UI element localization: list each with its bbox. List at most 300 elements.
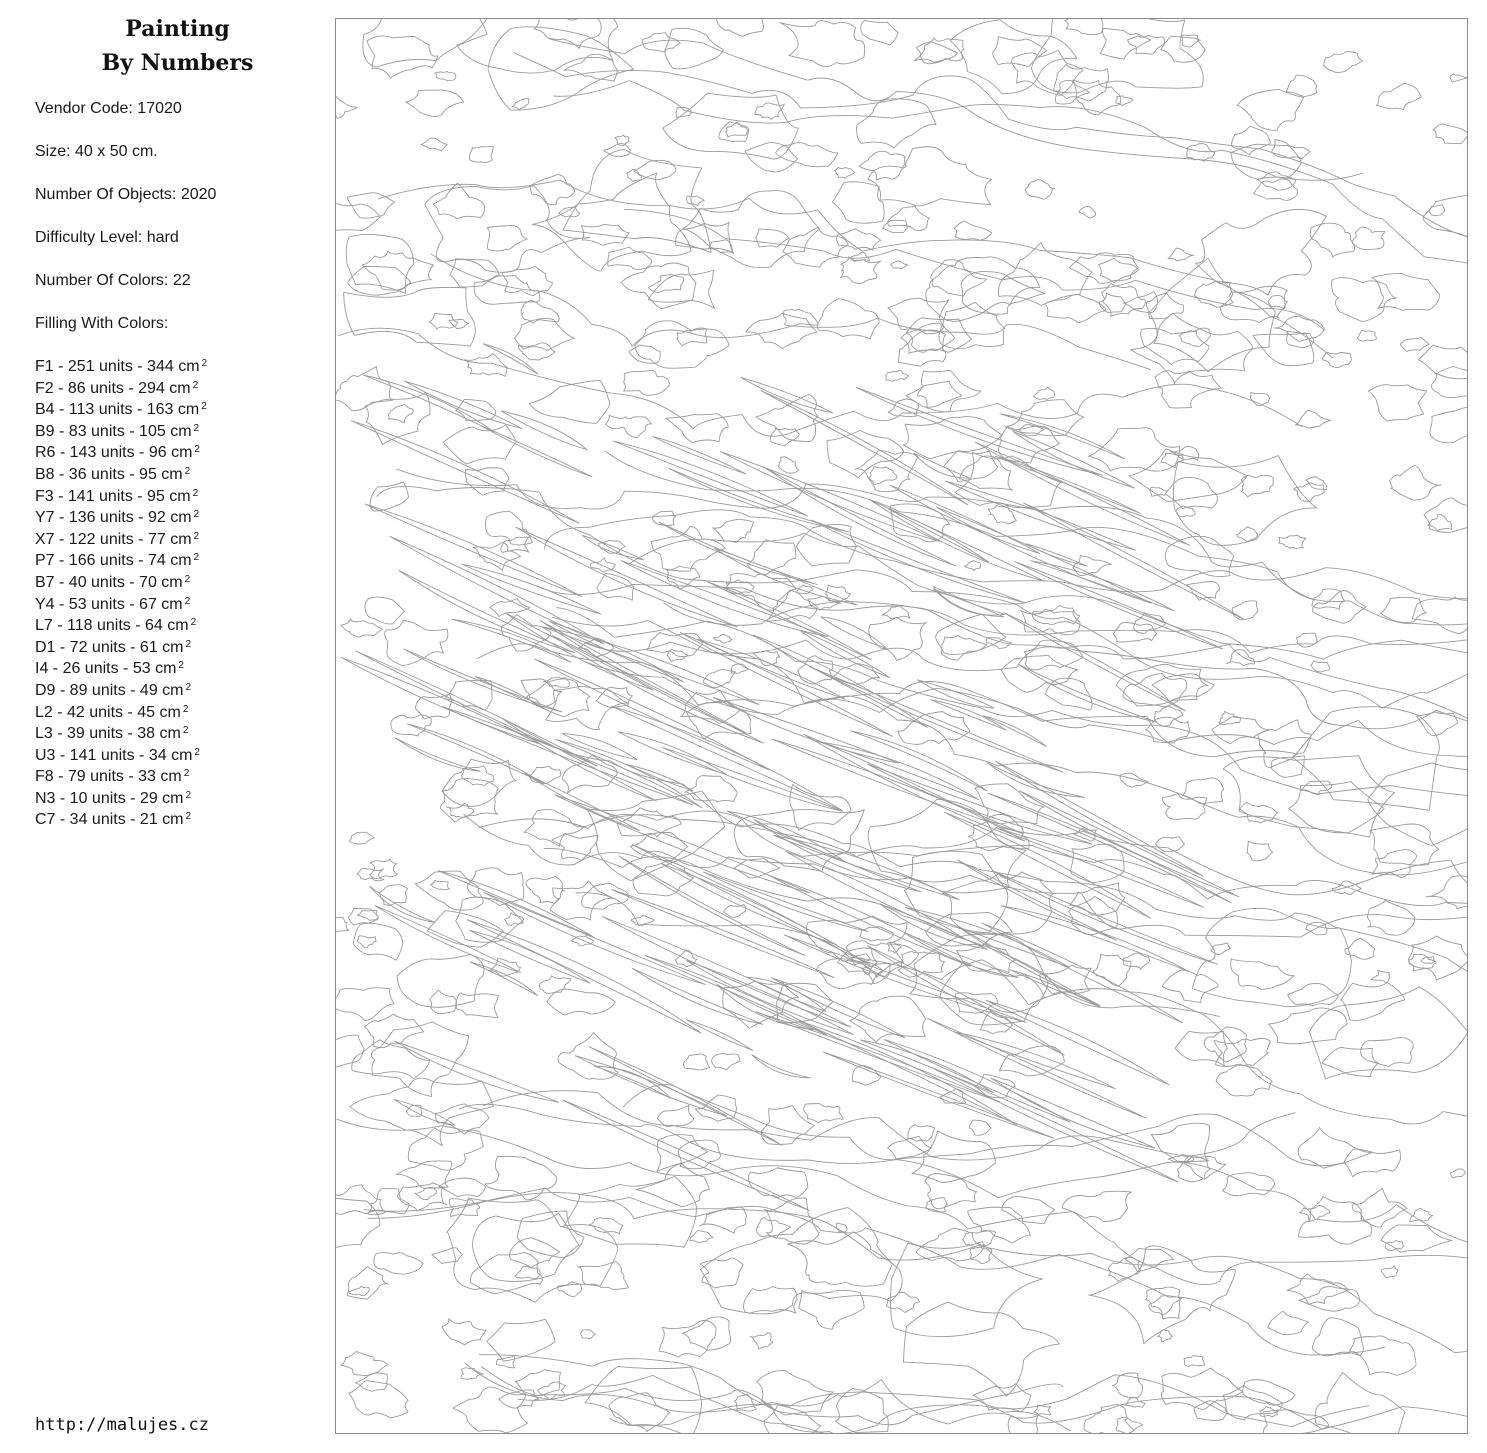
region-outline (1279, 535, 1306, 549)
region-outline (425, 186, 591, 273)
color-row-unit-exponent: 2 (183, 768, 190, 780)
region-outline (1429, 205, 1445, 216)
region-outline (796, 524, 856, 565)
region-outline (1332, 278, 1397, 322)
color-row (35, 464, 207, 486)
wave-stroke (811, 520, 1025, 603)
vendor-code: Vendor Code: 17020 (35, 100, 182, 117)
contour-line (514, 53, 1467, 237)
wave-stroke (405, 381, 522, 428)
region-outline (634, 160, 676, 179)
region-outline (1269, 1008, 1348, 1044)
region-outline (529, 380, 610, 423)
region-outline (1243, 1380, 1295, 1406)
region-outline (582, 883, 629, 909)
region-outline (1220, 286, 1287, 322)
region-outline (1214, 1039, 1270, 1067)
region-outline (1428, 514, 1452, 530)
color-row (35, 615, 207, 637)
color-list (35, 356, 207, 831)
region-outline (682, 1317, 730, 1350)
region-outline (465, 468, 509, 495)
color-row-unit-exponent: 2 (185, 638, 192, 650)
region-outline (1341, 982, 1405, 1020)
wave-stroke (481, 426, 592, 477)
region-outline (1450, 74, 1467, 82)
region-outline (973, 1384, 1030, 1413)
color-row (35, 658, 207, 680)
color-row (35, 702, 207, 724)
wave-stroke (563, 1100, 809, 1210)
contour-line (606, 451, 1467, 625)
region-outline (581, 1330, 596, 1339)
region-outline (1146, 293, 1183, 318)
region-outline (882, 606, 910, 619)
region-outline (341, 1352, 387, 1376)
color-row-text: L2 - 42 units - 45 cm (35, 703, 181, 721)
region-outline (936, 614, 1006, 654)
region-outline (435, 72, 456, 81)
region-outline (606, 415, 652, 437)
region-outline (1372, 273, 1440, 310)
region-outline (756, 1218, 790, 1239)
region-outline (352, 1040, 430, 1079)
region-outline (1154, 706, 1183, 726)
region-outline (888, 206, 930, 230)
wave-stroke (470, 930, 590, 983)
region-outline (836, 1388, 889, 1432)
color-row-text: B7 - 40 units - 70 cm (35, 573, 183, 591)
region-outline (778, 457, 799, 473)
region-outline (1045, 294, 1106, 323)
color-row-text: Y7 - 136 units - 92 cm (35, 509, 192, 527)
region-outline (883, 220, 907, 232)
region-outline (1175, 1031, 1227, 1066)
wave-stroke (786, 852, 964, 939)
region-outline (599, 540, 625, 553)
region-outline (1116, 96, 1133, 106)
color-row-text: I4 - 26 units - 53 cm (35, 660, 177, 678)
region-outline (1311, 661, 1330, 672)
color-row (35, 680, 207, 702)
region-outline (1432, 367, 1467, 398)
region-outline (364, 1014, 423, 1048)
region-outline (969, 1120, 991, 1135)
wave-stroke (516, 527, 737, 627)
region-outline (1184, 1356, 1204, 1367)
wave-stroke (1024, 503, 1244, 619)
wave-stroke (1004, 613, 1185, 711)
region-outline (898, 712, 970, 745)
region-outline (530, 175, 575, 205)
wave-stroke (917, 680, 993, 708)
region-outline (485, 512, 532, 545)
region-outline (708, 240, 732, 252)
region-outline (530, 766, 560, 783)
region-outline (357, 911, 378, 921)
region-outline (903, 1302, 1059, 1396)
region-outline (509, 1238, 559, 1268)
region-outline (750, 1333, 773, 1349)
wave-stroke (1013, 431, 1134, 488)
region-outline (685, 776, 737, 802)
region-outline (724, 573, 795, 610)
region-outline (649, 274, 684, 292)
region-outline (1287, 1274, 1348, 1305)
region-outline (968, 1207, 1031, 1243)
wave-stroke (669, 468, 849, 531)
contour-line (518, 1375, 1121, 1433)
wave-stroke (986, 1000, 1169, 1084)
region-outline (659, 1320, 716, 1357)
region-outline (678, 1140, 721, 1169)
region-outline (473, 542, 521, 570)
title-line-1: Painting (125, 16, 230, 42)
wave-stroke (707, 582, 871, 660)
color-row (35, 356, 207, 378)
region-outline (496, 1356, 514, 1368)
region-outline (744, 1287, 798, 1314)
wave-stroke (535, 659, 769, 770)
region-outline (1012, 50, 1083, 95)
color-row-text: F2 - 86 units - 294 cm (35, 379, 191, 397)
color-row-text: N3 - 10 units - 29 cm (35, 789, 184, 807)
region-outline (532, 173, 691, 271)
color-row-text: P7 - 166 units - 74 cm (35, 552, 192, 570)
color-row-unit-exponent: 2 (184, 595, 191, 607)
region-outline (487, 225, 527, 251)
contour-line (459, 1104, 1347, 1165)
region-outline (336, 1035, 364, 1069)
region-outline (1382, 1266, 1398, 1278)
region-outline (1062, 1191, 1131, 1221)
wave-stroke (992, 871, 1218, 965)
color-row-unit-exponent: 2 (184, 465, 191, 477)
wave-stroke (502, 718, 656, 801)
region-outline (1258, 720, 1311, 768)
wave-stroke (452, 619, 571, 662)
color-row-text: L7 - 118 units - 64 cm (35, 617, 189, 635)
wave-stroke (575, 1056, 726, 1116)
wave-stroke (860, 1040, 993, 1093)
region-outline (1196, 209, 1327, 295)
region-outline (1247, 841, 1273, 861)
region-outline (635, 321, 729, 368)
website-link[interactable]: http://malujes.cz (35, 1415, 209, 1435)
region-outline (421, 138, 447, 151)
region-outline (1173, 456, 1316, 546)
region-outline (1161, 453, 1184, 468)
wave-stroke (905, 907, 1069, 967)
region-outline (817, 299, 879, 339)
region-outline (1149, 258, 1275, 372)
region-outline (415, 1187, 437, 1199)
region-outline (1179, 328, 1210, 346)
region-outline (526, 876, 565, 903)
region-outline (365, 597, 405, 624)
region-outline (861, 20, 898, 45)
region-outline (371, 1022, 468, 1097)
region-outline (367, 36, 438, 78)
region-outline (713, 520, 754, 543)
region-outline (714, 19, 763, 36)
wave-stroke (804, 734, 1025, 841)
region-outline (430, 990, 457, 1013)
region-outline (755, 103, 785, 120)
region-outline (1152, 674, 1214, 702)
region-outline (657, 1105, 693, 1126)
color-row-text: R6 - 143 units - 96 cm (35, 444, 193, 462)
region-outline (515, 1266, 540, 1278)
region-outline (336, 917, 349, 933)
region-outline (726, 122, 748, 137)
region-outline (1232, 601, 1258, 620)
color-row-text: B9 - 83 units - 105 cm (35, 422, 192, 440)
region-outline (1237, 89, 1303, 130)
region-outline (1322, 352, 1351, 367)
region-outline (908, 1125, 935, 1142)
color-row-text: B8 - 36 units - 95 cm (35, 465, 183, 483)
region-outline (1381, 1225, 1452, 1252)
region-outline (886, 1292, 919, 1312)
region-outline (965, 561, 981, 571)
region-outline (469, 146, 493, 162)
region-outline (557, 1282, 582, 1297)
object-count: Number Of Objects: 2020 (35, 186, 217, 203)
region-outline (1367, 900, 1414, 935)
color-row-unit-exponent: 2 (185, 681, 192, 693)
region-outline (1430, 407, 1467, 443)
wave-stroke (995, 456, 1140, 513)
contour-line (553, 617, 1467, 727)
region-outline (578, 1262, 629, 1290)
region-outline (1424, 498, 1467, 532)
region-outline (1182, 35, 1201, 47)
region-outline (753, 651, 779, 666)
wave-stroke (946, 481, 1136, 550)
color-row-text: D9 - 89 units - 49 cm (35, 681, 184, 699)
contour-line (549, 39, 1362, 181)
region-outline (891, 1242, 1043, 1337)
region-outline (1368, 385, 1426, 422)
region-outline (396, 1161, 451, 1188)
region-outline (1100, 28, 1150, 59)
wave-stroke (931, 700, 1006, 730)
region-outline (349, 1381, 408, 1418)
region-outline (676, 107, 692, 117)
region-outline (1296, 633, 1317, 647)
contour-line (377, 486, 1467, 708)
difficulty-level: Difficulty Level: hard (35, 229, 179, 246)
region-outline (1025, 180, 1054, 200)
region-outline (970, 1247, 992, 1264)
color-row-unit-exponent: 2 (184, 573, 191, 585)
color-row-unit-exponent: 2 (201, 358, 208, 369)
region-outline (1286, 75, 1317, 96)
wave-stroke (884, 1040, 1070, 1123)
region-outline (652, 511, 675, 525)
color-row-unit-exponent: 2 (178, 660, 184, 672)
region-outline (891, 261, 908, 268)
wave-stroke (904, 933, 1018, 978)
region-outline (443, 425, 516, 464)
region-outline (690, 1230, 713, 1242)
region-outline (1099, 258, 1139, 282)
wave-stroke (1018, 664, 1157, 722)
color-row (35, 723, 207, 745)
color-row (35, 378, 207, 400)
region-outline (1145, 1287, 1180, 1315)
region-outline (1385, 1240, 1404, 1250)
color-row (35, 745, 207, 767)
region-outline (1231, 959, 1294, 989)
region-outline (926, 257, 1040, 321)
region-outline (512, 99, 528, 110)
region-outline (456, 993, 498, 1018)
region-outline (1102, 284, 1146, 317)
region-outline (1312, 1318, 1363, 1356)
region-outline (431, 880, 450, 889)
region-outline (1079, 207, 1096, 218)
region-outline (857, 99, 937, 148)
color-row (35, 550, 207, 572)
region-outline (950, 20, 1077, 94)
region-outline (547, 989, 615, 1015)
color-row-unit-exponent: 2 (194, 444, 200, 456)
region-outline (429, 313, 458, 328)
region-outline (596, 687, 632, 707)
color-row (35, 399, 207, 421)
wave-stroke (686, 1020, 752, 1051)
color-row (35, 507, 207, 529)
region-outline (1194, 1401, 1227, 1421)
wave-stroke (363, 375, 494, 432)
region-outline (1008, 1416, 1038, 1433)
region-outline (388, 404, 413, 422)
region-outline (348, 1286, 369, 1295)
region-outline (700, 1258, 743, 1288)
region-outline (456, 399, 496, 420)
region-outline (836, 1223, 847, 1232)
color-row-unit-exponent: 2 (193, 552, 200, 564)
region-outline (1426, 876, 1467, 909)
color-row-unit-exponent: 2 (193, 530, 200, 542)
color-row-unit-exponent: 2 (190, 617, 197, 629)
wave-stroke (741, 378, 833, 413)
region-outline (1344, 1149, 1401, 1177)
color-row-unit-exponent: 2 (185, 811, 192, 823)
region-outline (385, 620, 448, 666)
region-outline (1113, 623, 1157, 643)
region-outline (470, 1253, 542, 1294)
region-outline (1433, 124, 1467, 144)
color-row-text: B4 - 113 units - 163 cm (35, 401, 200, 419)
color-row-text: F3 - 141 units - 95 cm (35, 487, 191, 505)
region-outline (538, 1382, 566, 1399)
contour-line (465, 1363, 1467, 1429)
region-outline (1129, 449, 1247, 502)
region-outline (433, 183, 484, 218)
region-outline (868, 147, 991, 206)
region-outline (461, 1368, 483, 1380)
region-outline (1071, 844, 1124, 882)
region-outline (534, 19, 601, 48)
region-outline (757, 1370, 834, 1415)
color-row-text: F1 - 251 units - 344 cm (35, 358, 200, 375)
region-outline (686, 196, 704, 206)
wave-stroke (988, 763, 1085, 797)
region-outline (1186, 582, 1220, 601)
wave-stroke (714, 548, 856, 605)
outline-drawing (336, 19, 1467, 1433)
region-outline (1045, 678, 1092, 710)
region-outline (806, 916, 906, 977)
region-outline (700, 1207, 747, 1233)
wave-stroke (627, 764, 693, 790)
color-row-unit-exponent: 2 (193, 509, 200, 521)
contour-line (582, 815, 1467, 906)
color-row-unit-exponent: 2 (192, 379, 199, 391)
region-outline (918, 370, 981, 411)
region-outline (1410, 1208, 1433, 1222)
region-outline (1309, 987, 1467, 1079)
wave-stroke (632, 968, 762, 1024)
region-outline (518, 343, 555, 360)
region-outline (834, 167, 855, 178)
region-outline (1073, 556, 1111, 576)
color-row (35, 637, 207, 659)
region-outline (939, 302, 1005, 349)
region-outline (886, 370, 909, 381)
wave-stroke (800, 630, 890, 677)
region-outline (349, 832, 374, 844)
region-outline (788, 1232, 893, 1286)
region-outline (1288, 983, 1339, 1006)
region-outline (502, 266, 552, 296)
region-outline (906, 381, 962, 407)
wave-stroke (365, 504, 581, 596)
region-outline (684, 1054, 710, 1070)
wave-stroke (945, 812, 1151, 918)
contour-line (364, 1188, 1385, 1355)
region-outline (714, 634, 732, 643)
color-row (35, 421, 207, 443)
wave-stroke (772, 978, 905, 1038)
color-row-text: Y4 - 53 units - 67 cm (35, 595, 183, 613)
region-outline (563, 149, 711, 252)
region-outline (957, 944, 1018, 973)
color-row (35, 442, 207, 464)
region-outline (1408, 936, 1467, 980)
wave-stroke (582, 535, 643, 559)
color-row-text: C7 - 34 units - 21 cm (35, 811, 184, 829)
region-outline (1065, 19, 1103, 35)
region-outline (683, 191, 820, 268)
region-outline (623, 370, 669, 395)
region-outline (942, 636, 987, 660)
region-outline (365, 393, 430, 445)
region-outline (357, 936, 376, 948)
region-outline (841, 256, 882, 283)
region-outline (959, 456, 1012, 490)
region-outline (832, 182, 884, 223)
color-row-unit-exponent: 2 (185, 789, 192, 801)
region-outline (1357, 330, 1376, 341)
region-outline (804, 1104, 843, 1123)
region-outline (1168, 248, 1193, 261)
region-outline (998, 242, 1091, 305)
region-outline (353, 923, 403, 960)
